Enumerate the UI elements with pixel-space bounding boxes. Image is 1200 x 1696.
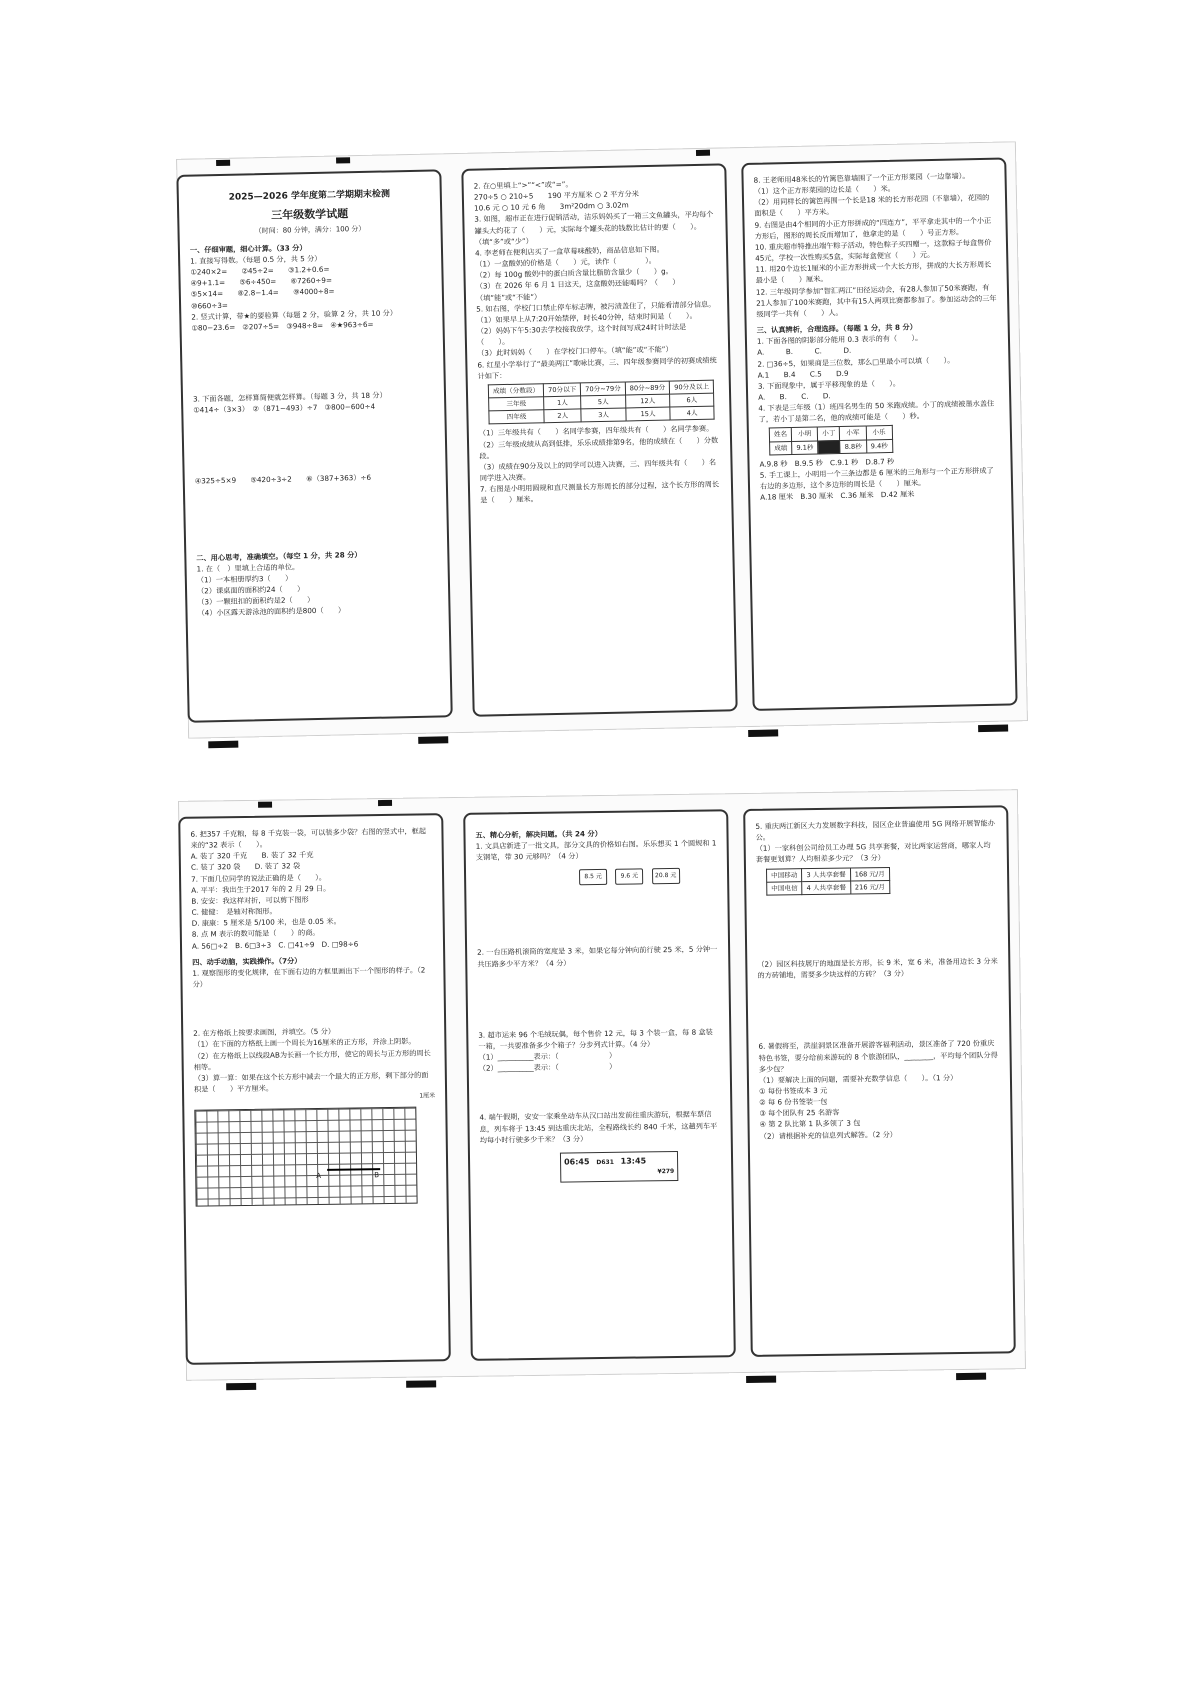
registration-mark bbox=[978, 725, 1008, 733]
table-cell: 姓名 bbox=[769, 428, 791, 442]
question-row: A. 平平：我出生于2017 年的 2 月 29 日。 bbox=[191, 883, 331, 895]
registration-mark bbox=[216, 160, 230, 166]
question: 9. 右图是由4个相同的小正方形拼成的“四连方”，平平拿走其中的一个小正方形后，图形的周长反而增加了，他拿走的是（ ）号正方形。 bbox=[754, 215, 992, 241]
question-row: （3）此时妈妈（ ）在学校门口停车。（填“能”或“不能”） bbox=[477, 344, 673, 358]
question-options: C. 装了 320 袋 D. 装了 32 袋 bbox=[190, 861, 301, 873]
question-row: B. 安安：我这样对折，可以剪下图形 bbox=[191, 895, 309, 906]
question: 5. 手工课上，小明用一个三条边都是 6 厘米的三角形与一个正方形拼成了右边的多边形，这个多边形的周长是（ ）厘米。 bbox=[759, 465, 994, 491]
option: ② 每 6 份书签装一包 bbox=[759, 1097, 828, 1107]
question-row: （2）课桌面的面积约24（ ） bbox=[196, 584, 305, 596]
question-row: （1）要解决上面的问题，需要补充数学信息（ ）。（1 分） bbox=[758, 1072, 958, 1085]
table-cell: 小乐 bbox=[866, 426, 892, 440]
question: 2. 一台压路机滚筒的宽度是 3 米，如果它每分钟向前行驶 25 米，5 分钟一共压路多少平方米？（4 分） bbox=[477, 944, 718, 969]
question-row: （3）一颗纽扣的面积约是2（ ） bbox=[197, 595, 315, 607]
segment-ab bbox=[327, 1169, 380, 1172]
question-options: A. 56□÷2 B. 6□3÷3 C. □41÷9 D. □98÷6 bbox=[191, 938, 359, 951]
table-cell: 小丁 bbox=[818, 427, 840, 441]
question: 2. 竖式计算，带★的要验算（每题 2 分，验算 2 分，共 10 分） bbox=[191, 308, 398, 322]
table-cell: 9.4秒 bbox=[866, 439, 892, 453]
question: 3. 超市运来 96 个毛绒玩偶，每个售价 12 元，每 3 个装一盒，每 8 盒装一箱，一共要准备多少个箱子？分步列式计算。（4 分） bbox=[478, 1027, 713, 1051]
table-cell: 成绩 bbox=[770, 441, 792, 455]
question: 4. 下表是三年级（1）班四名男生的 50 米跑成绩。小丁的成绩被墨水盖住了，若小丁是第二名，他的成绩可能是（ ）秒。 bbox=[758, 398, 995, 424]
question: 1. 文具店新进了一批文具，部分文具的价格如右图。乐乐想买 1 个圆规和 1 支钢笔，带 30 元够吗？（4 分） bbox=[475, 838, 717, 863]
table-cell: 小明 bbox=[791, 427, 817, 441]
question: 6. 把357 千克粮，每 8 千克装一袋，可以装多少袋？右图的竖式中，框起来的“32 表示（ ）。 bbox=[190, 826, 427, 850]
question-row: （3）算一算：如果在这个长方形中减去一个最大的正方形，剩下部分的面积是（ ）平方厘米。 bbox=[193, 1070, 429, 1094]
question-options: A. B. C. D. bbox=[757, 346, 852, 358]
question-row: （2）园区科技展厅的地面是长方形，长 9 米，宽 6 米，准备用边长 3 分米的方砖铺地，需要多少块这样的方砖？（3 分） bbox=[757, 956, 998, 981]
option: ① 每份书签成本 3 元 bbox=[759, 1085, 828, 1096]
question-options: A.9.8 秒 B.9.5 秒 C.9.1 秒 D.8.7 秒 bbox=[759, 456, 895, 469]
question: 8. 点 M 表示的数可能是（ ）的商。 bbox=[191, 928, 320, 940]
panel-right bbox=[743, 805, 1016, 1357]
question-options: A.18 厘米 B.30 厘米 C.36 厘米 D.42 厘米 bbox=[760, 489, 915, 503]
drawing-grid bbox=[194, 1107, 417, 1207]
question-row: ④325÷5×9 ⑤420÷3÷2 ⑥（387+363）÷6 bbox=[194, 473, 372, 486]
question: 7. 右图是小明用圆规和直尺测量长方形周长的部分过程，这个长方形的周长是（ ）厘米。 bbox=[479, 479, 720, 505]
exam-title: 2025—2026 学年度第二学期期末检测 bbox=[228, 189, 391, 203]
question: 3. 下面各题，怎样算简便就怎样算。（每题 3 分，共 18 分） bbox=[192, 390, 387, 404]
table-cell: 168 元/月 bbox=[850, 867, 889, 881]
question-row: （2）用同样长的篱笆再围一个长是18 米的长方形花园（不靠墙），花园的面积是（ ）平方米。 bbox=[753, 193, 990, 219]
registration-mark bbox=[378, 800, 392, 806]
table-cell: 2人 bbox=[544, 409, 581, 423]
train-ticket bbox=[560, 1151, 678, 1182]
plan-table bbox=[766, 867, 890, 896]
question: 12. 三年级同学参加“智汇两江”田径运动会，有28人参加了50米赛跑，有21人参加了100米赛跑，其中有15人两项比赛都参加了。参加运动会的三年级同学一共有（ ）人。 bbox=[755, 282, 997, 319]
registration-mark bbox=[258, 802, 272, 808]
question: 1. 观察图形的变化规律，在下面右边的方框里画出下一个图形的样子。（2 分） bbox=[192, 965, 426, 989]
price-tag: 9.6 元 bbox=[615, 869, 643, 885]
question-row: （1）__________表示：（ ） bbox=[478, 1050, 617, 1062]
question-row: （1）三年级共有（ ）名同学参赛，四年级共有（ ）名同学参赛。 bbox=[478, 424, 714, 439]
panel-right bbox=[741, 157, 1017, 710]
question: 10. 重庆超市特推出端午粽子活动，特色粽子买四赠一，这款粽子每盒售价 45元，学校一次性购买5盒，实际每盒便宜（ ）元。 bbox=[754, 237, 992, 263]
point-label-b: B bbox=[374, 1171, 380, 1180]
exam-subtitle: 三年级数学试题 bbox=[271, 207, 349, 222]
table-cell: 5人 bbox=[581, 395, 626, 409]
question-row: （1）一盒酸奶的价格是（ ）元，读作（ ）。 bbox=[475, 255, 657, 269]
question-row: （1）一家科创公司给员工办理 5G 共享套餐，对比两家运营商，哪家人均套餐更划算？人均相差多少元？（3 分） bbox=[755, 840, 991, 865]
section-heading: 二、用心思考，准确填空。（每空 1 分，共 28 分） bbox=[196, 549, 362, 563]
question-row: （3）在 2026 年 6 月 1 日这天，这盒酸奶还能喝吗？（ ）（填“能”或“不能”） bbox=[475, 277, 680, 303]
question: 1. 在（ ）里填上合适的单位。 bbox=[196, 562, 300, 574]
question-options: A. 装了 320 千克 B. 装了 32 千克 bbox=[190, 850, 314, 862]
section-heading: 一、仔细审题，细心计算。（33 分） bbox=[189, 242, 307, 255]
section-heading: 五、精心分析，解决问题。（共 24 分） bbox=[475, 828, 602, 840]
registration-mark bbox=[746, 1376, 776, 1383]
grid-unit-label: 1厘米 bbox=[419, 1092, 436, 1100]
table-cell: 70分~79分 bbox=[581, 382, 626, 396]
question-row: ①240×2= ②45÷2= ③1.2+0.6= bbox=[190, 264, 330, 277]
question: 2. 在方格纸上按要求画图，并填空。（5 分） bbox=[193, 1026, 336, 1038]
table-cell: 中国电信 bbox=[767, 882, 803, 896]
question-row: ④9+1.1= ⑤6÷450= ⑥7260÷9= bbox=[190, 275, 333, 288]
question: 6. 暑假将至，洪崖洞景区准备开展游客福利活动，景区准备了 720 份重庆特色书签，要分给前来游玩的 8 个旅游团队，________，平均每个团队分得多少包？ bbox=[758, 1038, 998, 1074]
table-cell: 6人 bbox=[670, 393, 714, 407]
question-row: ①80−23.6= ②207÷5= ③948÷8= ④★963÷6= bbox=[191, 319, 374, 333]
table-cell: 9.1秒 bbox=[792, 441, 818, 455]
table-cell: 3人 bbox=[581, 408, 626, 422]
question-row: （1）在下面的方格纸上画一个周长为16厘米的正方形，并涂上阴影。 bbox=[193, 1036, 416, 1050]
registration-mark bbox=[956, 1373, 986, 1380]
table-cell: 15人 bbox=[626, 407, 671, 421]
ticket-arrive-time: 13:45 bbox=[620, 1156, 647, 1166]
question: 6. 红星小学举行了“最美两江”歌咏比赛，三、四年级参赛同学的初赛成绩统计如下： bbox=[477, 355, 717, 381]
price-tag: 20.8 元 bbox=[652, 868, 680, 884]
option: ④ 第 2 队比第 1 队多领了 3 包 bbox=[759, 1118, 861, 1130]
question-row: （2）在方格纸上以线段AB为长画一个长方形，使它的周长与正方形的周长相等。 bbox=[193, 1047, 431, 1072]
question: 2. 在○里填上“>”“<”或“=”。 bbox=[473, 179, 573, 191]
question: 1. 下面各图的阴影部分能用 0.3 表示的有（ ）。 bbox=[756, 333, 923, 346]
registration-mark bbox=[226, 1383, 256, 1390]
table-cell: 中国移动 bbox=[766, 868, 802, 882]
question-row: （1）如果早上从7:20开始禁停，时长40分钟，结束时间是（ ）。 bbox=[476, 310, 697, 325]
table-cell: 80分~89分 bbox=[625, 381, 670, 395]
table-cell: 90分及以上 bbox=[670, 380, 714, 394]
ticket-price: ¥279 bbox=[657, 1168, 675, 1176]
table-cell: 3 人共享套餐 bbox=[802, 868, 850, 882]
question: 1. 直接写得数。（每题 0.5 分，共 5 分） bbox=[190, 253, 322, 266]
question-options: A. B. C. D. bbox=[758, 391, 831, 402]
question: 7. 下面几位同学的说法正确的是（ ）。 bbox=[191, 872, 327, 884]
panel-left bbox=[178, 813, 451, 1365]
run-table bbox=[769, 425, 893, 455]
question: 11. 用20个边长1厘米的小正方形拼成一个大长方形，拼成的大长方形周长最小是（ ）厘米。 bbox=[755, 260, 992, 286]
question-row: ①414÷（3×3） ②（871−493）÷7 ③800−600÷4 bbox=[193, 401, 376, 415]
question-options: A.1 B.4 C.5 D.9 bbox=[757, 368, 849, 380]
question-row: D. 康康：5 厘米是 5/100 米，也是 0.05 米。 bbox=[191, 916, 341, 928]
table-cell: 四年级 bbox=[489, 410, 544, 424]
registration-mark bbox=[336, 157, 350, 163]
section-heading: 三、认真辨析，合理选择。（每题 1 分，共 8 分） bbox=[756, 322, 917, 335]
question-row: ⑤5×14= ⑧2.8−1.4= ⑨4000÷8= bbox=[190, 287, 335, 300]
question-row: （2）请根据补充的信息列式解答。（2 分） bbox=[759, 1129, 897, 1141]
question-row: （2）三年级成绩从高到低排，乐乐成绩排第9名，他的成绩在（ ）分数段。 bbox=[478, 435, 719, 461]
ticket-train-number: D631 bbox=[596, 1158, 614, 1166]
table-row bbox=[770, 439, 893, 455]
table-cell: 三年级 bbox=[489, 397, 544, 411]
registration-mark bbox=[418, 736, 448, 744]
table-cell: 8.8秒 bbox=[840, 440, 866, 454]
table-cell: 216 元/月 bbox=[850, 880, 889, 894]
table-cell: 小军 bbox=[840, 426, 866, 440]
point-label-a: A bbox=[316, 1172, 322, 1181]
table-cell: 1人 bbox=[544, 396, 581, 410]
table-cell: 4人 bbox=[670, 406, 714, 420]
panel-left bbox=[176, 169, 452, 722]
price-tag: 8.5 元 bbox=[579, 869, 607, 885]
panel-middle bbox=[461, 163, 737, 716]
question: 5. 重庆两江新区大力发展数字科技，园区企业普遍使用 5G 网络开展智能办公。 bbox=[755, 818, 995, 842]
question: 3. 下面现象中，属于平移现象的是（ ）。 bbox=[757, 378, 901, 391]
score-table bbox=[488, 379, 715, 424]
registration-mark bbox=[696, 150, 710, 156]
question-row: ⑩660÷3= bbox=[191, 300, 228, 311]
table-cell: 70分以下 bbox=[543, 383, 580, 397]
question-row: （3）成绩在90分及以上的同学可以进入决赛，三、四年级共有（ ）名同学进入决赛。 bbox=[479, 457, 717, 483]
question-row: （4）小区露天游泳池的面积约是800（ ） bbox=[197, 605, 346, 618]
question-row: 10.6 元 ○ 10 元 6 角 3m²20dm ○ 3.02m bbox=[474, 200, 629, 213]
question-row: （2）__________表示：（ ） bbox=[478, 1062, 617, 1073]
question: 4. 李老师在便利店买了一盒草莓味酸奶，商品信息如下图。 bbox=[474, 244, 664, 258]
exam-sheet-page-2 bbox=[178, 789, 1026, 1381]
table-cell: 4 人共享套餐 bbox=[802, 881, 850, 895]
question-row: C. 健健： 是轴对称图形。 bbox=[191, 906, 277, 917]
question: 3. 如图，超市正在进行促销活动，洁乐妈妈买了一箱三文鱼罐头，平均每个罐头大约花了（ ）元，实际每个罐头花的钱数比估计的要（ ）。（填“多”或“少”） bbox=[474, 210, 714, 247]
exam-sheet-page-1 bbox=[176, 141, 1028, 738]
question-row: （2）每 100g 酸奶中的蛋白质含量比脂肪含量少（ ）g。 bbox=[475, 266, 673, 280]
registration-mark bbox=[748, 729, 778, 737]
table-cell bbox=[818, 440, 840, 454]
question-row: 270÷5 ○ 210÷5 190 平方厘米 ○ 2 平方分米 bbox=[473, 189, 639, 202]
time-info: （时间：80 分钟，满分：100 分） bbox=[254, 224, 366, 236]
panel-middle bbox=[463, 809, 736, 1361]
table-cell: 12人 bbox=[625, 394, 670, 408]
registration-mark bbox=[406, 1380, 436, 1387]
ticket-depart-time: 06:45 bbox=[564, 1157, 590, 1167]
question: 8. 王老师用48米长的竹篱笆靠墙围了一个正方形菜园（一边靠墙）。 bbox=[753, 171, 970, 185]
question: 2. □36÷5，如果商是三位数，那么□里最小可以填（ ）。 bbox=[757, 355, 955, 369]
table-cell: 成绩（分数段） bbox=[488, 384, 543, 398]
option: ③ 每个团队有 25 名游客 bbox=[759, 1108, 840, 1119]
question: 4. 端午假期，安安一家乘坐动车从汉口站出发前往重庆游玩，根据车票信息，列车将于 13:45 到达重庆北站，全程路线长约 840 千米，这趟列车平均每小时行驶多少千米？（3 分） bbox=[479, 1109, 718, 1145]
question-row: （1）这个正方形菜园的边长是（ ）米。 bbox=[753, 183, 896, 196]
registration-mark bbox=[208, 741, 238, 749]
question-row: （1）一本相册厚约3（ ） bbox=[196, 573, 293, 585]
question: 5. 如右图，学校门口禁止停车标志牌，被污渍盖住了，只能看清部分信息。 bbox=[476, 299, 716, 314]
table-row bbox=[767, 880, 890, 895]
question-row: （2）妈妈下午5:30去学校接我放学，这个时间写成24时计时法是（ ）。 bbox=[476, 322, 687, 347]
section-heading: 四、动手动脑，实践操作。（7分） bbox=[192, 955, 302, 967]
